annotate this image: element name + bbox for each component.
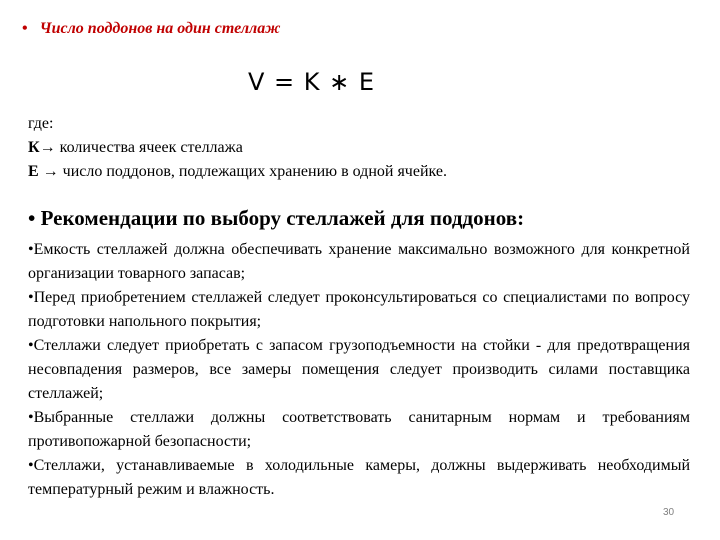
definition-text: количества ячеек стеллажа <box>55 139 243 156</box>
heading-bullet: • <box>22 20 28 37</box>
definition-row-k <box>28 136 447 160</box>
recommendation-item: •Емкость стеллажей должна обеспечивать хранение максимально возможного для конкретной организации товарного запасав; <box>28 241 690 282</box>
definition-row-e <box>28 160 447 184</box>
page-number: 30 <box>663 507 675 518</box>
recommendation-item: •Выбранные стеллажи должны соответствовать санитарным нормам и требованиям противопожарной безопасности; <box>28 409 690 450</box>
slide-heading <box>22 20 280 38</box>
recommendation-item: •Стеллажи, устанавливаемые в холодильные камеры, должны выдерживать необходимый температурный режим и влажность. <box>28 457 690 498</box>
definitions-intro: где: <box>28 115 54 132</box>
recommendations-title: • Рекомендации по выбору стеллажей для поддонов: <box>28 206 525 230</box>
formula: V = K ∗ E <box>248 68 376 96</box>
heading-text: Число поддонов на один стеллаж <box>39 20 281 37</box>
arrow-icon: → <box>38 163 59 180</box>
definition-key: Е <box>28 163 39 180</box>
definition-text: число поддонов, подлежащих хранению в одной ячейке. <box>58 163 447 180</box>
recommendation-item: •Перед приобретением стеллажей следует проконсультироваться со специалистами по вопросу подготовки напольного покрытия; <box>28 289 690 330</box>
definitions <box>28 112 447 184</box>
definition-key: К <box>28 139 40 156</box>
recommendations-list <box>28 238 690 502</box>
arrow-icon: → <box>39 139 56 156</box>
recommendation-item: •Стеллажи следует приобретать с запасом грузоподъемности на стойки - для предотвращения несовпадения размеров, все замеры помещения следует производить силами поставщика стеллажей; <box>28 337 690 402</box>
